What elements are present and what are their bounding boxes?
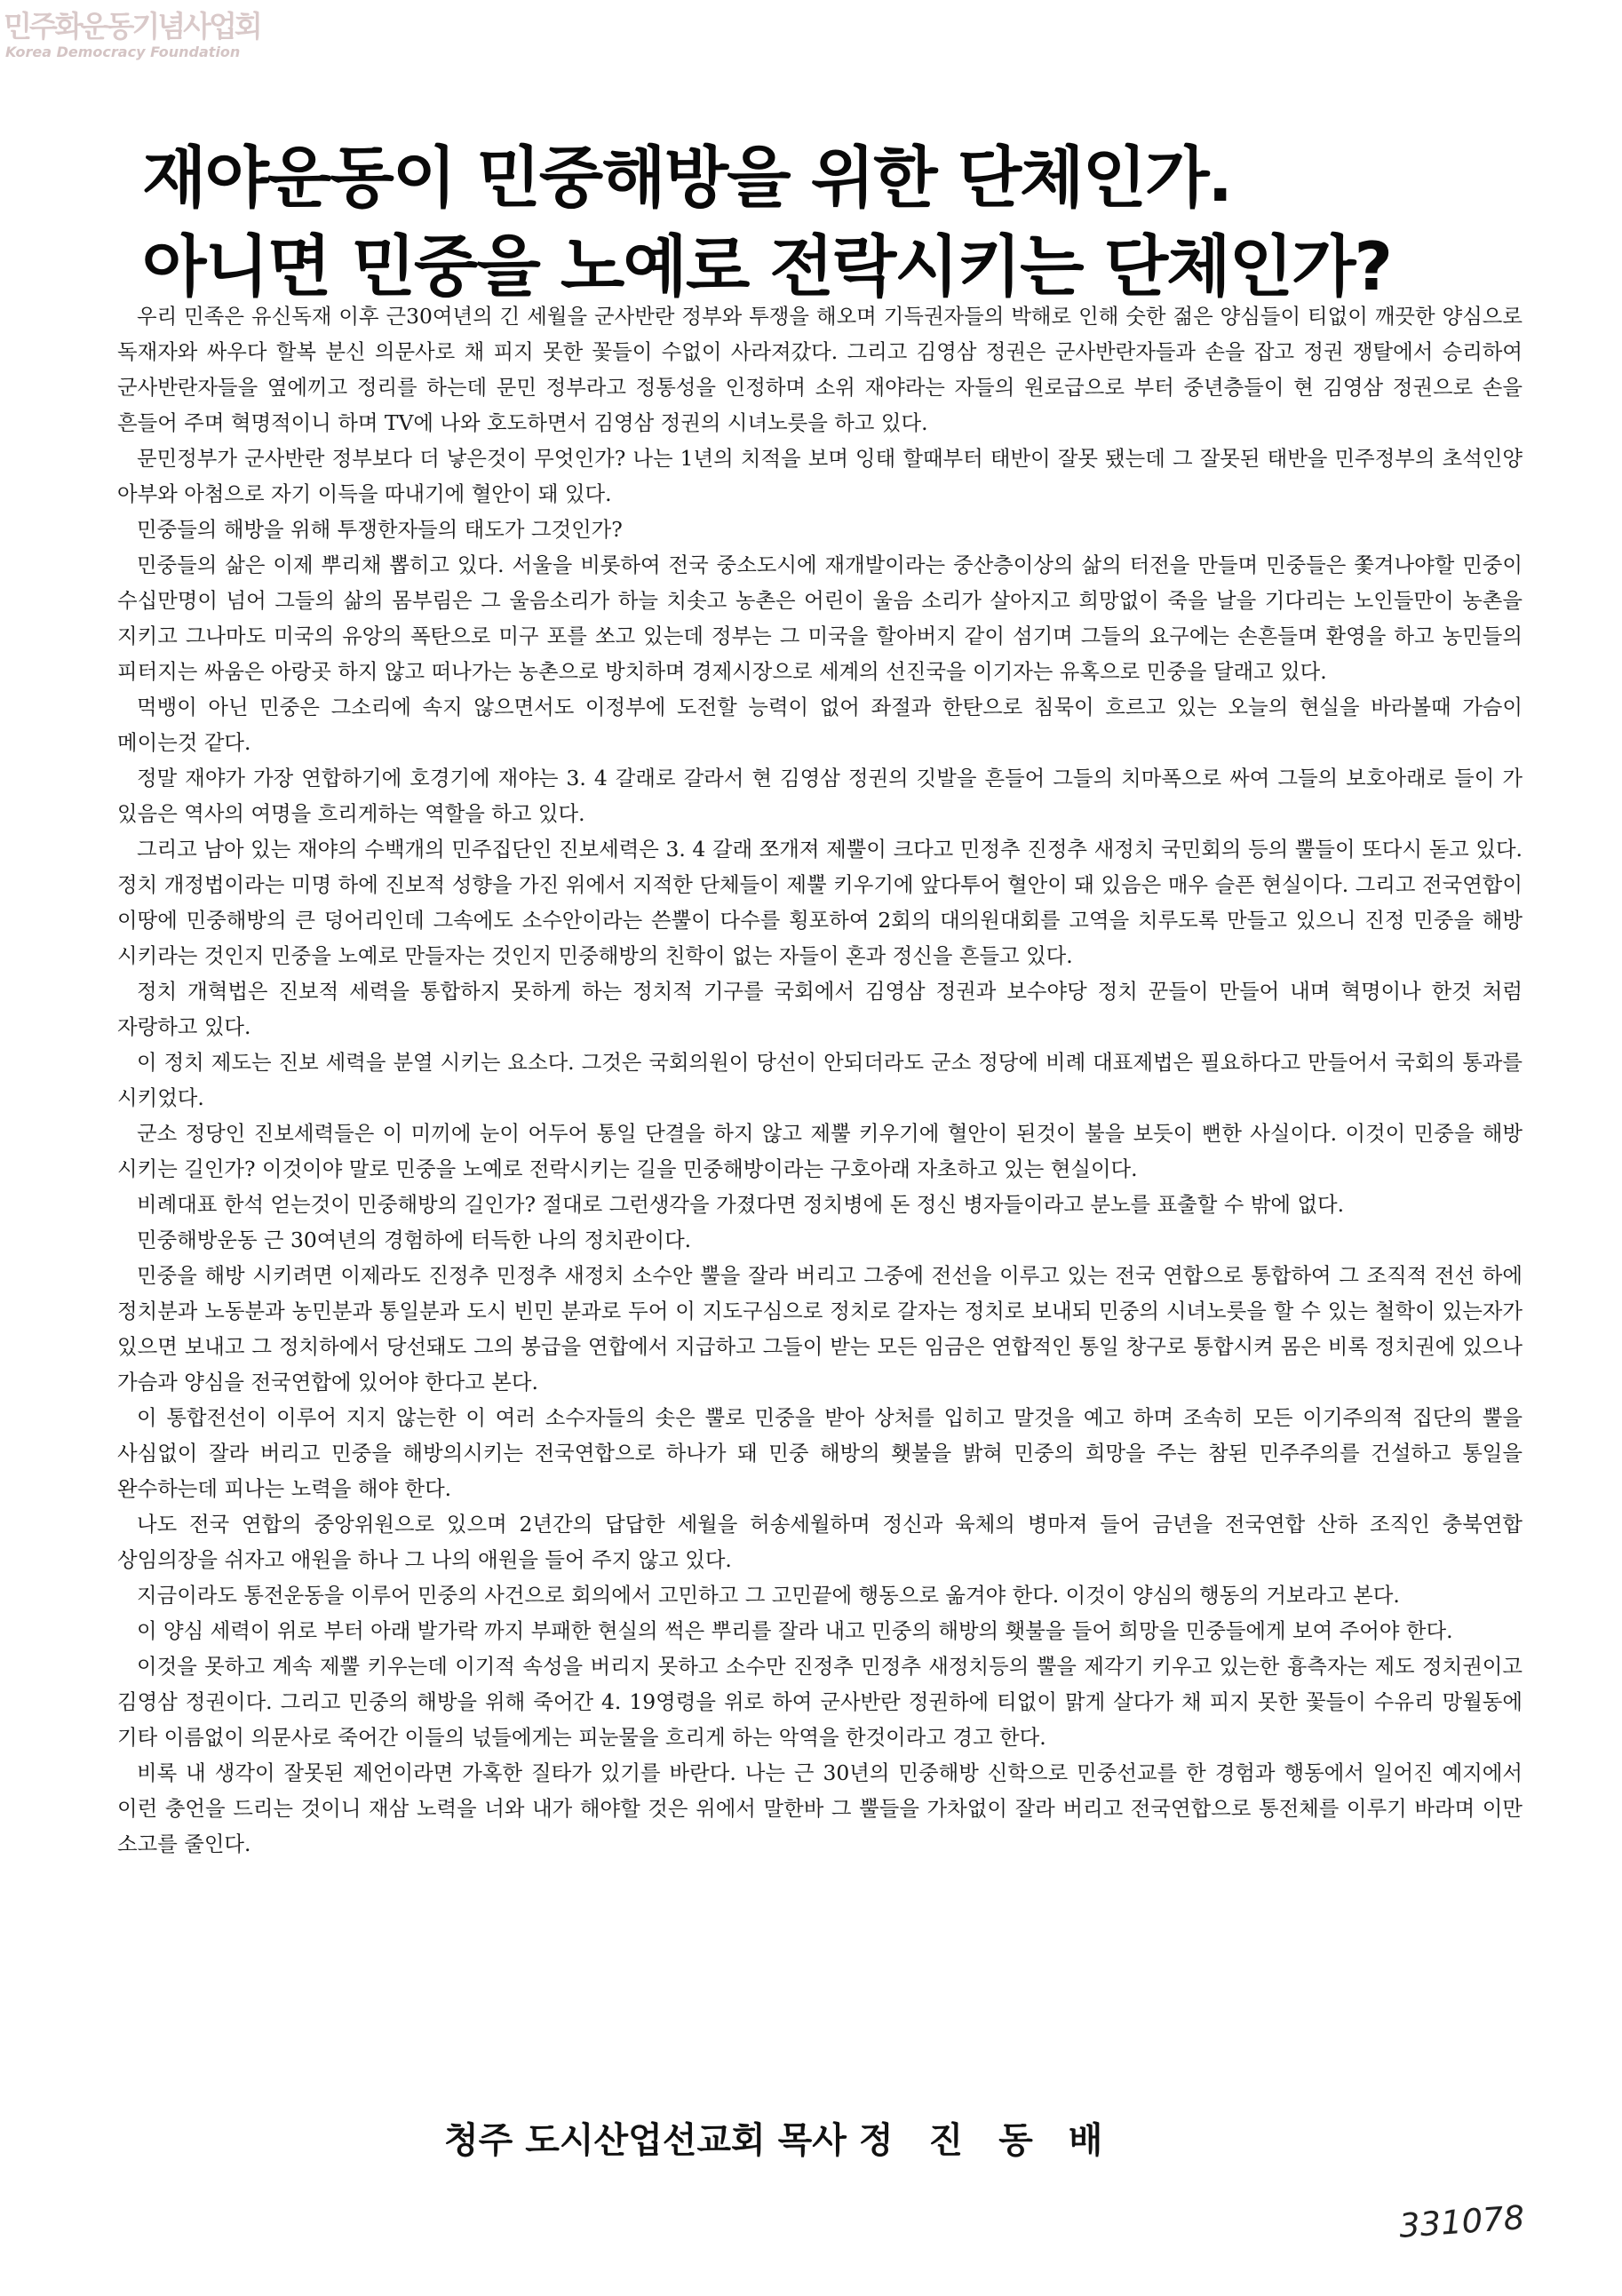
- document-body: [117, 298, 1523, 1862]
- paragraph: 민중들의 삶은 이제 뿌리채 뽑히고 있다. 서울을 비롯하여 전국 중소도시에 재개발이라는 중산층이상의 삶의 터전을 만들며 민중들은 쫓겨나야할 민중이 수십만명이 넘어 그들의 삶의 몸부림은 그 울음소리가 하늘 치솟고 농촌은 어린이 울음 소리가 살아지고 희망없이 죽을 날을 기다리는 노인들만이 농촌을 지키고 그나마도 미국의 유앙의 폭탄으로 미구 포를 쏘고 있는데 정부는 그 미국을 할아버지 같이 섬기며 그들의 요구에는 손흔들며 환영을 하고 농민들의 피터지는 싸움은 아랑곳 하지 않고 떠나가는 농촌으로 방치하며 경제시장으로 세계의 선진국을 이기자는 유혹으로 민중을 달래고 있다.: [117, 552, 1523, 684]
- paragraph: 지금이라도 통전운동을 이루어 민중의 사건으로 회의에서 고민하고 그 고민끝에 행동으로 옮겨야 한다. 이것이 양심의 행동의 거보라고 본다.: [137, 1583, 1400, 1608]
- paragraph: 정치 개혁법은 진보적 세력을 통합하지 못하게 하는 정치적 기구를 국회에서 김영삼 정권과 보수야당 정치 꾼들이 만들어 내며 혁명이나 한것 처럼 자랑하고 있다.: [117, 979, 1523, 1039]
- paragraph: 민중들의 해방을 위해 투쟁한자들의 태도가 그것인가?: [137, 517, 623, 542]
- paragraph: 이 통합전선이 이루어 지지 않는한 이 여러 소수자들의 솟은 뿔로 민중을 받아 상처를 입히고 말것을 예고 하며 조속히 모든 이기주의적 집단의 뿔을 사심없이 잘라 버리고 민중을 해방의시키는 전국연합으로 하나가 돼 민중 해방의 횃불을 밝혀 민중의 희망을 주는 참된 민주주의를 건설하고 통일을 완수하는데 피나는 노력을 해야 한다.: [117, 1405, 1523, 1501]
- paragraph: 민중을 해방 시키려면 이제라도 진정추 민정추 새정치 소수안 뿔을 잘라 버리고 그중에 전선을 이루고 있는 전국 연합으로 통합하여 그 조직적 전선 하에 정치분과 노동분과 농민분과 통일분과 도시 빈민 분과로 두어 이 지도구심으로 정치로 갈자는 정치로 보내되 민중의 시녀노릇을 할 수 있는 철학이 있는자가 있으면 보내고 그 정치하에서 당선돼도 그의 봉급을 연합에서 지급하고 그들이 받는 모든 임금은 연합적인 통일 창구로 통합시켜 몸은 비록 정치권에 있으나 가슴과 양심을 전국연합에 있어야 한다고 본다.: [117, 1263, 1523, 1394]
- paragraph: 이 양심 세력이 위로 부터 아래 발가락 까지 부패한 현실의 썩은 뿌리를 잘라 내고 민중의 해방의 횃불을 들어 희망을 민중들에게 보여 주어야 한다.: [137, 1618, 1453, 1643]
- title-line-2: 아니면 민중을 노예로 전락시키는 단체인가?: [142, 227, 1392, 306]
- paragraph: 먹뱅이 아닌 민중은 그소리에 속지 않으면서도 이정부에 도전할 능력이 없어 좌절과 한탄으로 침묵이 흐르고 있는 오늘의 현실을 바라볼때 가슴이 메이는것 같다.: [117, 695, 1523, 755]
- title-line-1: 재야운동이 민중해방을 위한 단체인가.: [142, 139, 1232, 217]
- author-signature: 청주 도시산업선교회 목사 정 진 동 배: [444, 2120, 1103, 2161]
- paragraph: 민중해방운동 근 30여년의 경험하에 터득한 나의 정치관이다.: [137, 1227, 692, 1252]
- document-title: [142, 133, 1528, 311]
- archive-number: 331078: [1397, 2198, 1526, 2245]
- paragraph: 비록 내 생각이 잘못된 제언이라면 가혹한 질타가 있기를 바란다. 나는 근 30년의 민중해방 신학으로 민중선교를 한 경험과 행동에서 일어진 예지에서 이런 충언을 드리는 것이니 재삼 노력을 너와 내가 해야할 것은 위에서 말한바 그 뿔들을 가차없이 잘라 버리고 전국연합으로 통전체를 이루기 바라며 이만 소고를 줄인다.: [117, 1760, 1523, 1856]
- paragraph: 나도 전국 연합의 중앙위원으로 있으며 2년간의 답답한 세월을 허송세월하며 정신과 육체의 병마져 들어 금년을 전국연합 산하 조직인 충북연합 상임의장을 쉬자고 애원을 하나 그 나의 애원을 들어 주지 않고 있다.: [117, 1512, 1523, 1572]
- paragraph: 이 정치 제도는 진보 세력을 분열 시키는 요소다. 그것은 국회의원이 당선이 안되더라도 군소 정당에 비례 대표제법은 필요하다고 만들어서 국회의 통과를 시키었다.: [117, 1050, 1523, 1110]
- paragraph: 문민정부가 군사반란 정부보다 더 낳은것이 무엇인가? 나는 1년의 치적을 보며 잉태 할때부터 태반이 잘못 됐는데 그 잘못된 태반을 민주정부의 초석인양 아부와 아첨으로 자기 이득을 따내기에 혈안이 돼 있다.: [117, 446, 1523, 506]
- paragraph: 비례대표 한석 얻는것이 민중해방의 길인가? 절대로 그런생각을 가졌다면 정치병에 돈 정신 병자들이라고 분노를 표출할 수 밖에 없다.: [137, 1192, 1345, 1217]
- watermark-english: Korea Democracy Foundation: [5, 44, 241, 60]
- watermark-korean: 민주화운동기념사업회: [4, 9, 260, 44]
- paragraph: 이것을 못하고 계속 제뿔 키우는데 이기적 속성을 버리지 못하고 소수만 진정추 민정추 새정치등의 뿔을 제각기 키우고 있는한 흉측자는 제도 정치권이고 김영삼 정권이다. 그리고 민중의 해방을 위해 죽어간 4. 19영령을 위로 하여 군사반란 정권하에 티없이 맑게 살다가 채 피지 못한 꽃들이 수유리 망월동에 기타 이름없이 의문사로 죽어간 이들의 넋들에게는 피눈물을 흐리게 하는 악역을 한것이라고 경고 한다.: [117, 1654, 1523, 1750]
- paragraph: 우리 민족은 유신독재 이후 근30여년의 긴 세월을 군사반란 정부와 투쟁을 해오며 기득권자들의 박해로 인해 숫한 젊은 양심들이 티없이 깨끗한 양심으로 독재자와 싸우다 할복 분신 의문사로 채 피지 못한 꽃들이 수없이 사라져갔다. 그리고 김영삼 정권은 군사반란자들과 손을 잡고 정권 쟁탈에서 승리하여 군사반란자들을 옆에끼고 정리를 하는데 문민 정부라고 정통성을 인정하며 소위 재야라는 자들의 원로급으로 부터 중년층들이 현 김영삼 정권으로 손을 흔들어 주며 혁명적이니 하며 TV에 나와 호도하면서 김영삼 정권의 시녀노릇을 하고 있다.: [117, 304, 1523, 435]
- paragraph: 정말 재야가 가장 연합하기에 호경기에 재야는 3. 4 갈래로 갈라서 현 김영삼 정권의 깃발을 흔들어 그들의 치마폭으로 싸여 그들의 보호아래로 들이 가 있음은 역사의 여명을 흐리게하는 역할을 하고 있다.: [117, 766, 1523, 826]
- paragraph: 군소 정당인 진보세력들은 이 미끼에 눈이 어두어 통일 단결을 하지 않고 제뿔 키우기에 혈안이 된것이 불을 보듯이 뻔한 사실이다. 이것이 민중을 해방 시키는 길인가? 이것이야 말로 민중을 노예로 전락시키는 길을 민중해방이라는 구호아래 자초하고 있는 현실이다.: [117, 1121, 1523, 1181]
- paragraph: 그리고 남아 있는 재야의 수백개의 민주집단인 진보세력은 3. 4 갈래 쪼개져 제뿔이 크다고 민정추 진정추 새정치 국민회의 등의 뿔들이 또다시 돋고 있다. 정치 개정법이라는 미명 하에 진보적 성향을 가진 위에서 지적한 단체들이 제뿔 키우기에 앞다투어 혈안이 돼 있음은 매우 슬픈 현실이다. 그리고 전국연합이 이땅에 민중해방의 큰 덩어리인데 그속에도 소수안이라는 쓴뿔이 다수를 횡포하여 2회의 대의원대회를 고역을 치루도록 만들고 있으니 진정 민중을 해방 시키라는 것인지 민중을 노예로 만들자는 것인지 민중해방의 친학이 없는 자들이 혼과 정신을 흔들고 있다.: [117, 837, 1523, 968]
- watermark-logo: [4, 9, 270, 60]
